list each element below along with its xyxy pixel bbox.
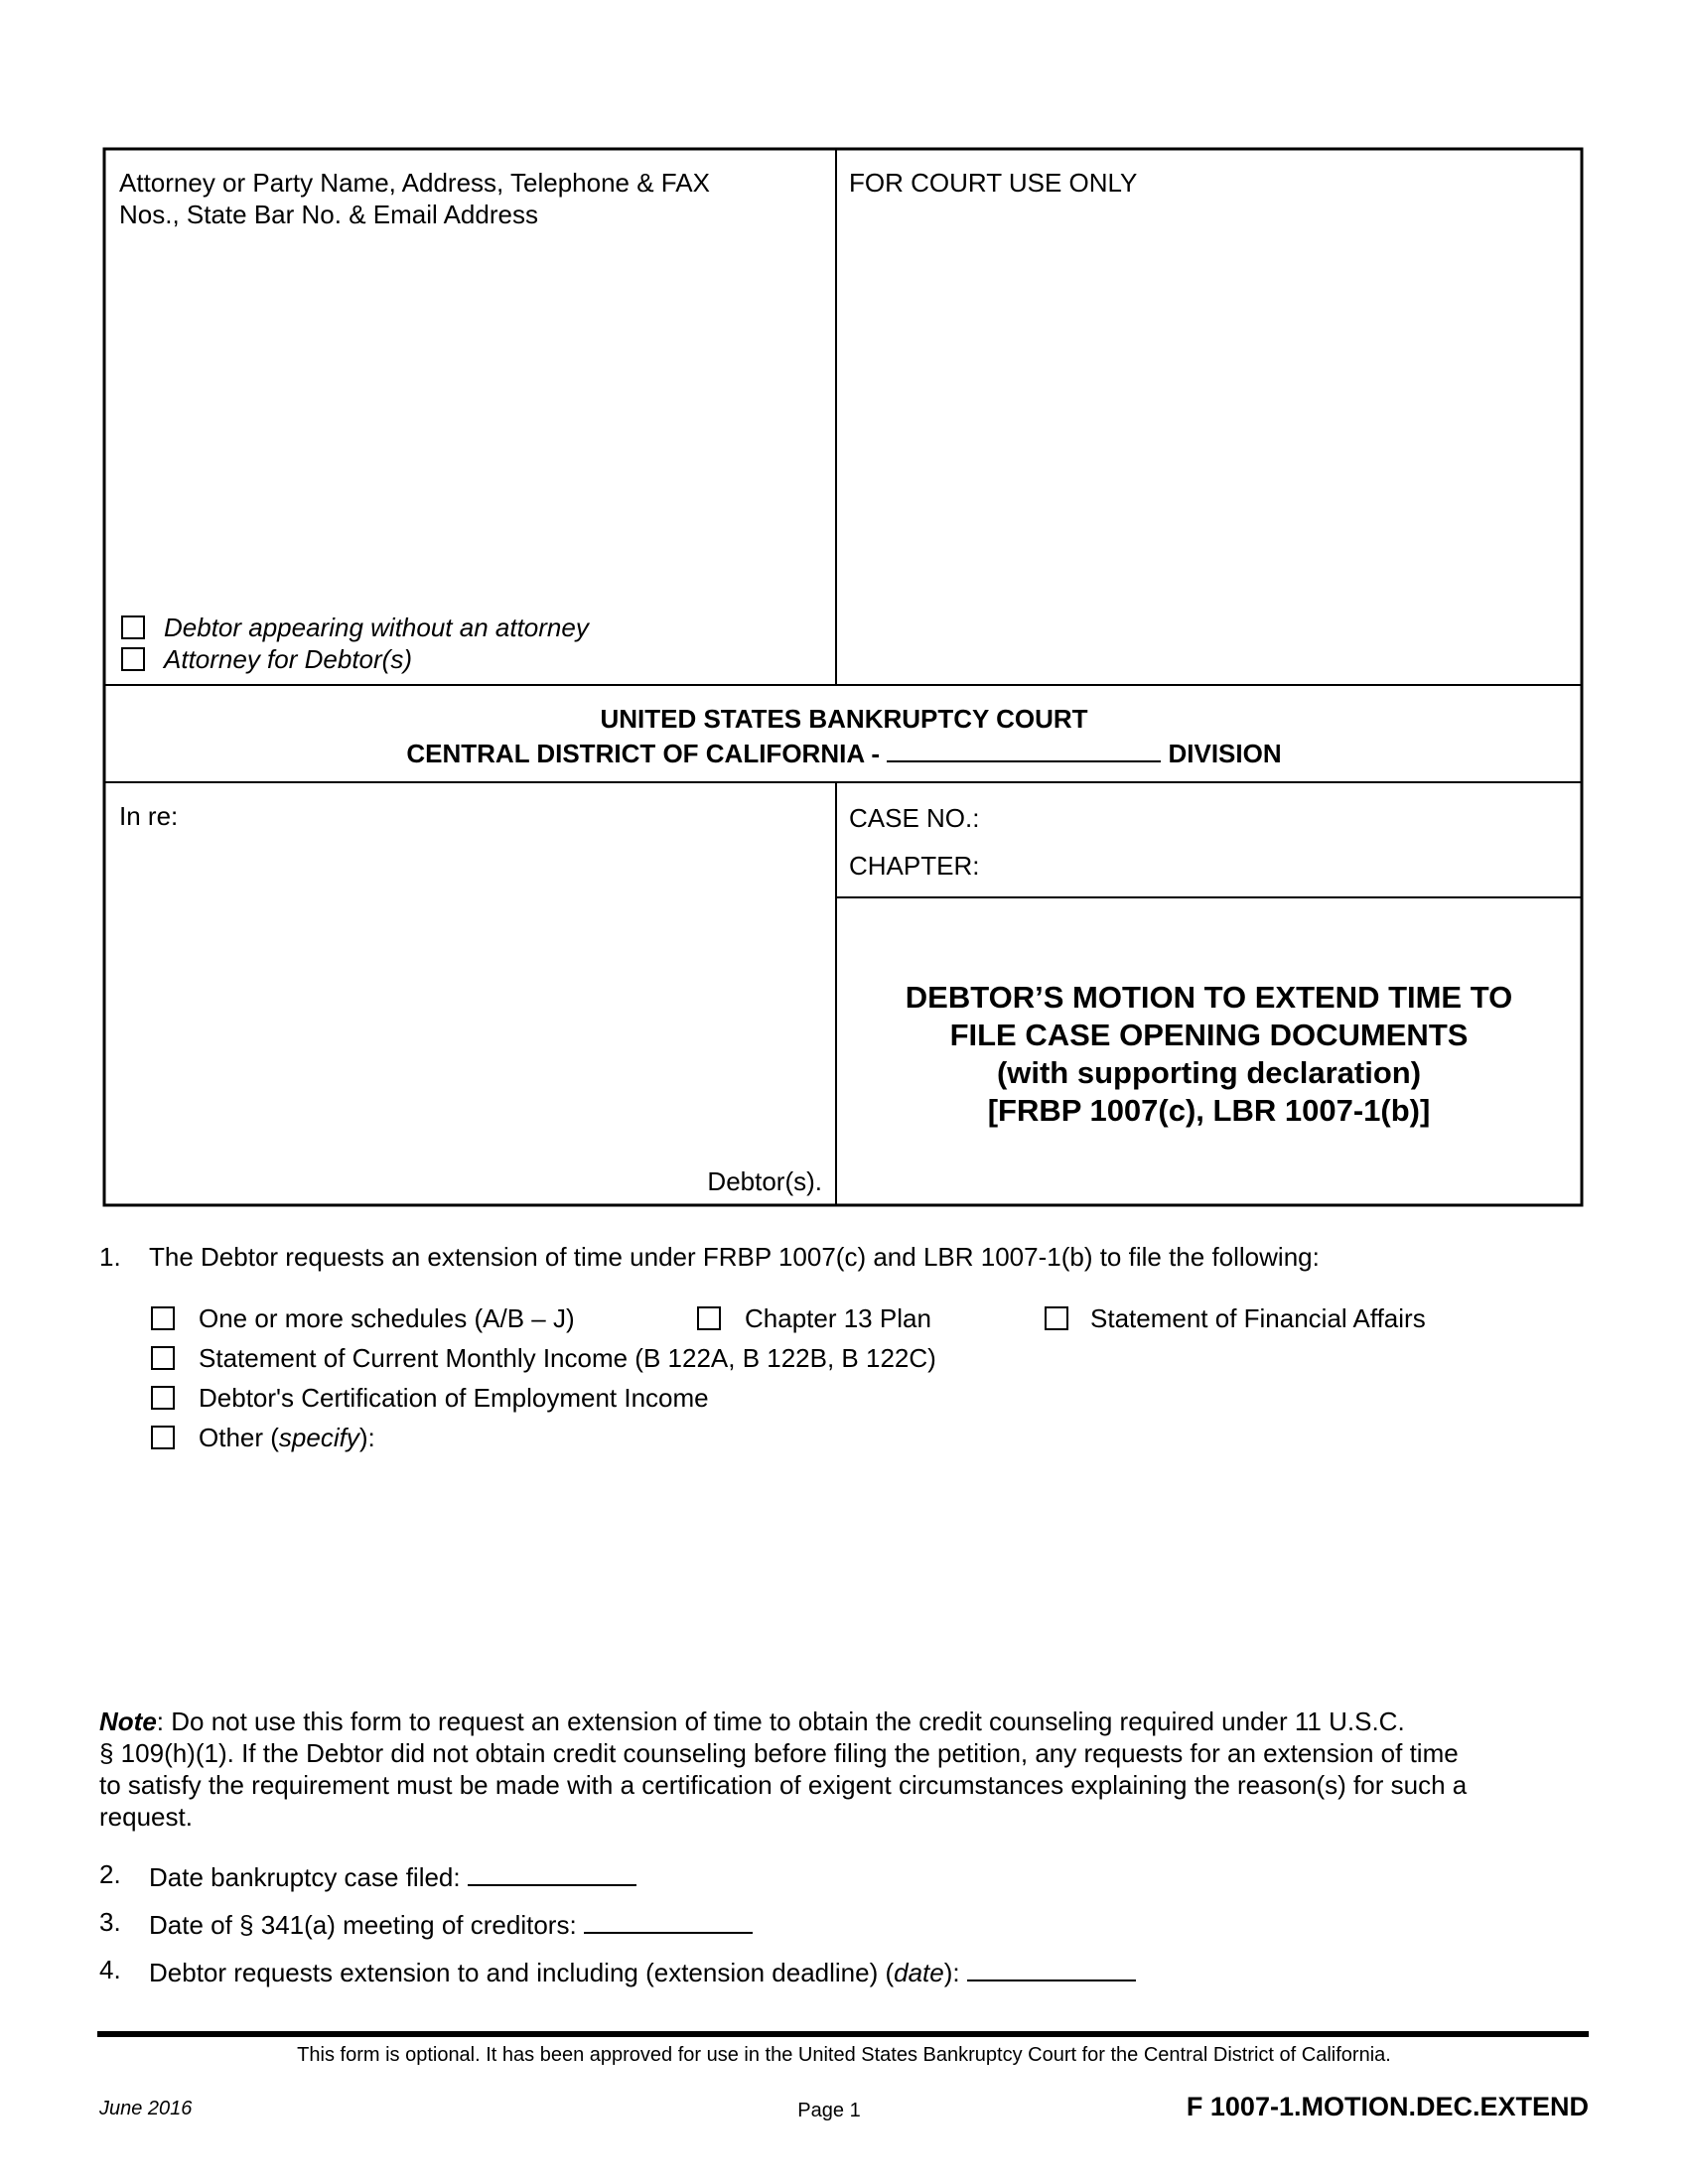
title-line-2: FILE CASE OPENING DOCUMENTS (949, 1018, 1469, 1052)
debtor-no-attorney-label: Debtor appearing without an attorney (164, 613, 589, 642)
item-3-number: 3. (99, 1907, 121, 1937)
note-block (99, 1706, 1467, 1833)
schedules-label: One or more schedules (A/B – J) (199, 1303, 575, 1333)
court-division-suffix: DIVISION (1168, 739, 1282, 768)
footer-rule (97, 2031, 1589, 2037)
item-4-suffix: ): (943, 1958, 960, 1987)
meeting-date-field[interactable] (584, 1906, 753, 1934)
title-line-3: (with supporting declaration) (996, 1055, 1422, 1090)
in-re-label: In re: (119, 801, 179, 831)
employment-income-label: Debtor's Certification of Employment Income (199, 1383, 709, 1413)
other-specify: specify (278, 1423, 359, 1452)
other-prefix: Other ( (199, 1423, 279, 1452)
court-district (0, 735, 1688, 769)
attorney-for-debtor-label: Attorney for Debtor(s) (164, 644, 412, 674)
chapter13-plan-label: Chapter 13 Plan (745, 1303, 931, 1333)
debtors-label: Debtor(s). (707, 1166, 822, 1196)
other-label (199, 1422, 375, 1453)
title-line-1: DEBTOR’S MOTION TO EXTEND TIME TO (905, 980, 1513, 1015)
item-4-number: 4. (99, 1955, 121, 1984)
note-line-4: request. (99, 1802, 193, 1832)
item-3-text: Date of § 341(a) meeting of creditors: (149, 1910, 577, 1940)
document-title (836, 979, 1582, 1130)
sofa-checkbox[interactable] (1045, 1306, 1068, 1330)
schedules-checkbox[interactable] (151, 1306, 175, 1330)
case-no-label: CASE NO.: (849, 803, 980, 833)
footer-page: Page 1 (797, 2100, 861, 2121)
division-field[interactable] (887, 735, 1161, 762)
item-1-number: 1. (99, 1242, 121, 1272)
note-label: Note (99, 1706, 157, 1736)
attorney-label-line2: Nos., State Bar No. & Email Address (119, 200, 538, 229)
cmi-checkbox[interactable] (151, 1346, 175, 1370)
item-4-prefix: Debtor requests extension to and including (extension deadline) ( (149, 1958, 895, 1987)
note-line-3: to satisfy the requirement must be made with a certification of exigent circumstances explaining the reason(s) for such a (99, 1770, 1468, 1800)
court-name: UNITED STATES BANKRUPTCY COURT (600, 704, 1088, 734)
court-district-prefix: CENTRAL DISTRICT OF CALIFORNIA - (406, 739, 881, 768)
attorney-label-line1: Attorney or Party Name, Address, Telephone & FAX (119, 168, 710, 198)
attorney-for-debtor-checkbox[interactable] (121, 647, 145, 671)
footer-date: June 2016 (99, 2098, 193, 2119)
sofa-label: Statement of Financial Affairs (1090, 1303, 1426, 1333)
extension-deadline-field[interactable] (967, 1954, 1136, 1981)
date-filed-field[interactable] (468, 1858, 636, 1886)
note-line-1 (99, 1706, 1467, 1737)
item-2 (149, 1858, 636, 1893)
item-3 (149, 1906, 753, 1941)
other-checkbox[interactable] (151, 1426, 175, 1449)
footer-form-id: F 1007-1.MOTION.DEC.EXTEND (1186, 2092, 1589, 2121)
item-1-text: The Debtor requests an extension of time under FRBP 1007(c) and LBR 1007-1(b) to file the following: (149, 1242, 1320, 1272)
note-line-1-text: : Do not use this form to request an extension of time to obtain the credit counseling required under 11 U.S.C. (156, 1706, 1405, 1736)
court-use-label: FOR COURT USE ONLY (849, 168, 1138, 198)
employment-income-checkbox[interactable] (151, 1386, 175, 1410)
chapter13-plan-checkbox[interactable] (697, 1306, 721, 1330)
item-4 (149, 1954, 1136, 1988)
item-2-number: 2. (99, 1859, 121, 1889)
item-2-text: Date bankruptcy case filed: (149, 1862, 461, 1892)
item-4-date-word: date (894, 1958, 944, 1987)
debtor-no-attorney-checkbox[interactable] (121, 615, 145, 639)
cmi-label: Statement of Current Monthly Income (B 122A, B 122B, B 122C) (199, 1343, 936, 1373)
footer-optional-note: This form is optional. It has been approved for use in the United States Bankruptcy Court for the Central District of California. (297, 2044, 1391, 2066)
chapter-label: CHAPTER: (849, 851, 980, 881)
note-line-2: § 109(h)(1). If the Debtor did not obtain credit counseling before filing the petition, any requests for an extension of time (99, 1738, 1459, 1768)
other-suffix: ): (358, 1423, 375, 1452)
title-line-4: [FRBP 1007(c), LBR 1007-1(b)] (987, 1093, 1431, 1128)
